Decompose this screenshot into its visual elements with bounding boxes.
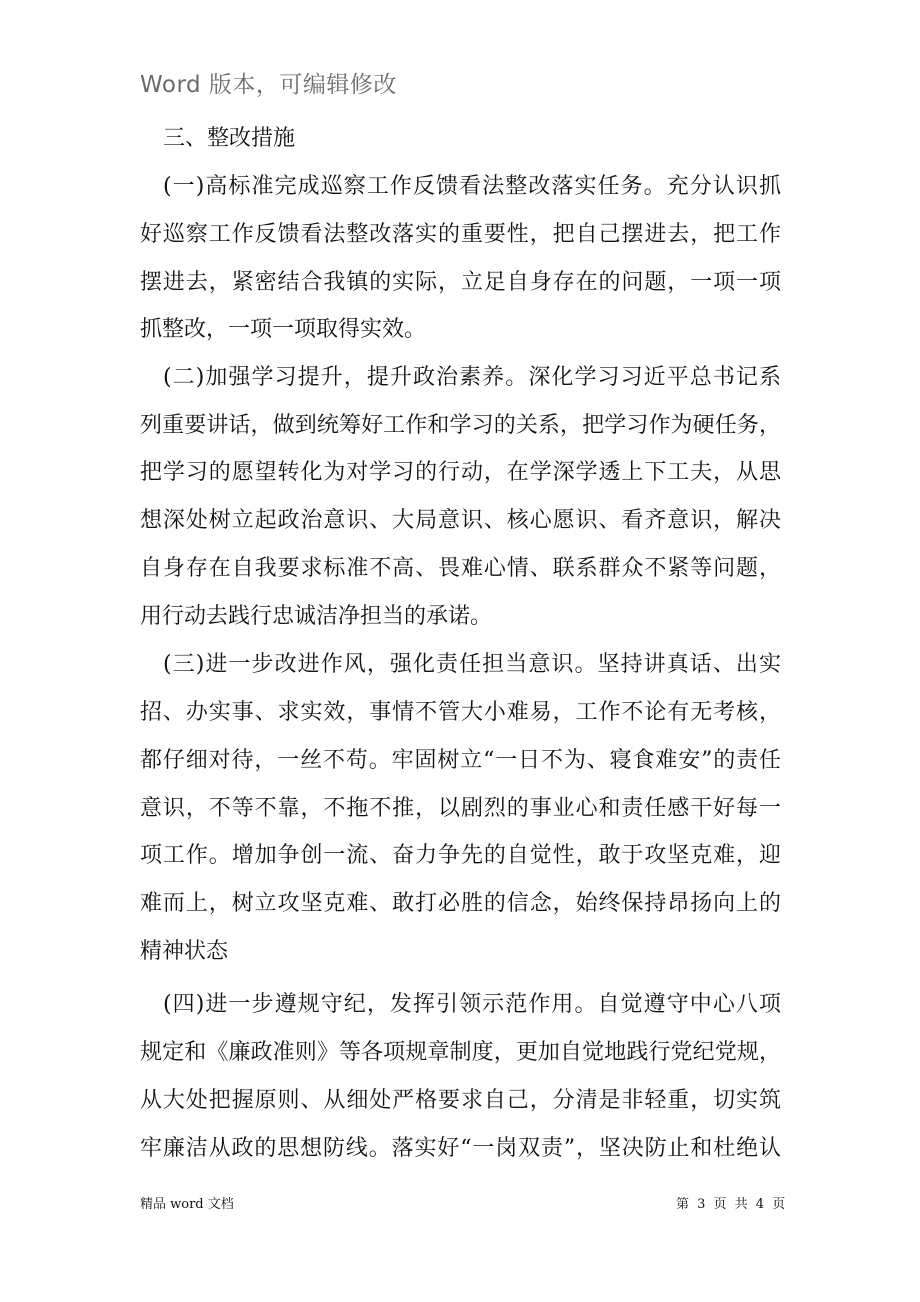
paragraph-2-line-4: 想深处树立起政治意识、大局意识、核心愿识、看齐意识，解决 xyxy=(140,508,781,533)
paragraph-3-line-7: 精神状态 xyxy=(140,939,229,964)
paragraph-3-line-1: (三)进一步改进作风，强化责任担当意识。坚持讲真话、出实 xyxy=(163,652,781,677)
section-heading: 三、整改措施 xyxy=(163,126,296,151)
paragraph-4-line-3: 从大处把握原则、从细处严格要求自己，分清是非轻重，切实筑 xyxy=(140,1088,781,1113)
paragraph-4-line-1: (四)进一步遵规守纪，发挥引领示范作用。自觉遵守中心八项 xyxy=(163,992,781,1017)
header-note: Word 版本，可编辑修改 xyxy=(140,72,397,98)
paragraph-2-line-1: (二)加强学习提升，提升政治素养。深化学习习近平总书记系 xyxy=(163,365,781,390)
paragraph-3-line-2: 招、办实事、求实效，事情不管大小难易，工作不论有无考核， xyxy=(140,700,781,725)
paragraph-1-line-2: 好巡察工作反馈看法整改落实的重要性，把自己摆进去，把工作 xyxy=(140,222,781,247)
paragraph-3-line-4: 意识，不等不靠，不拖不推，以剧烈的事业心和责任感干好每一 xyxy=(140,796,781,821)
paragraph-3-line-6: 难而上，树立攻坚克难、敢打必胜的信念，始终保持昂扬向上的 xyxy=(140,891,781,916)
paragraph-2-line-2: 列重要讲话，做到统筹好工作和学习的关系，把学习作为硬任务， xyxy=(140,413,781,438)
paragraph-1-line-1: (一)高标准完成巡察工作反馈看法整改落实任务。充分认识抓 xyxy=(163,174,781,199)
paragraph-2-line-6: 用行动去践行忠诚洁净担当的承诺。 xyxy=(140,604,493,629)
paragraph-4-line-4: 牢廉洁从政的思想防线。落实好“一岗双责”，坚决防止和杜绝认 xyxy=(140,1136,781,1161)
footer-page-number: 第 3 页 共 4 页 xyxy=(676,1197,786,1212)
paragraph-3-line-5: 项工作。增加争创一流、奋力争先的自觉性，敢于攻坚克难，迎 xyxy=(140,843,781,868)
paragraph-1-line-3: 摆进去，紧密结合我镇的实际，立足自身存在的问题，一项一项 xyxy=(140,270,781,295)
paragraph-2-line-3: 把学习的愿望转化为对学习的行动，在学深学透上下工夫，从思 xyxy=(140,460,781,485)
paragraph-4-line-2: 规定和《廉政准则》等各项规章制度，更加自觉地践行党纪党规， xyxy=(140,1040,781,1065)
paragraph-1-line-4: 抓整改，一项一项取得实效。 xyxy=(140,317,427,342)
paragraph-2-line-5: 自身存在自我要求标准不高、畏难心情、联系群众不紧等问题， xyxy=(140,556,781,581)
footer-document-label: 精品 word 文档 xyxy=(140,1197,234,1212)
paragraph-3-line-3: 都仔细对待，一丝不苟。牢固树立“一日不为、寝食难安”的责任 xyxy=(140,748,781,773)
